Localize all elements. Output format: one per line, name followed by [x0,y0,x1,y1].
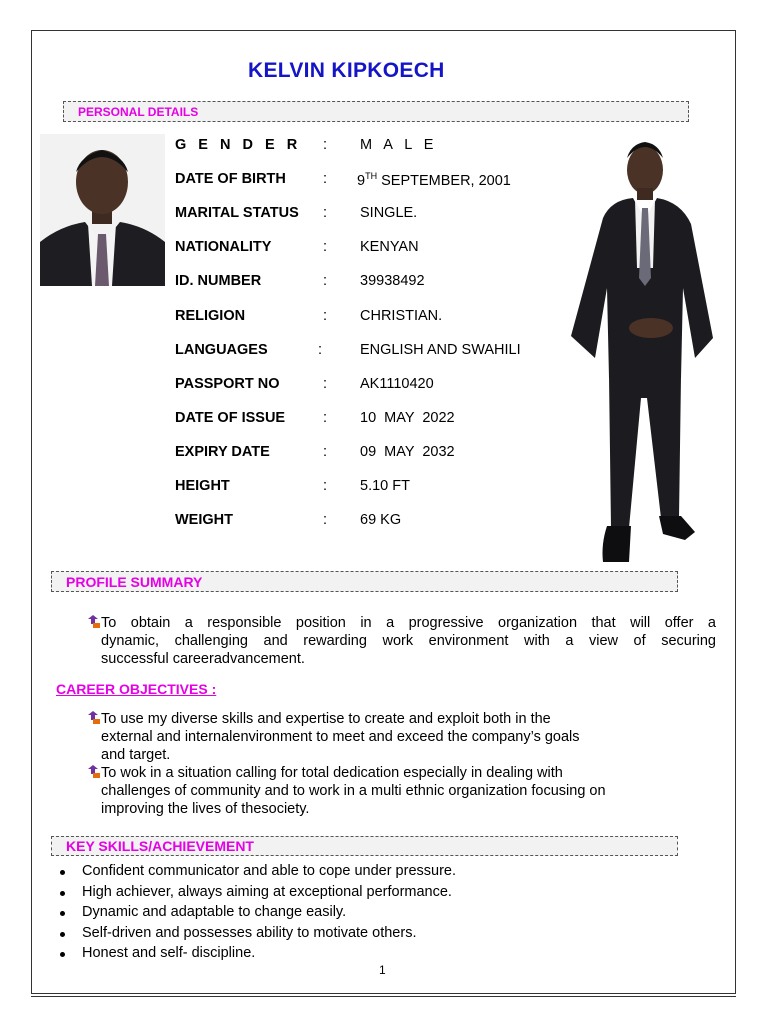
detail-colon: : [323,410,328,426]
personal-details-title: PERSONAL DETAILS [78,104,199,119]
career-objectives-title: CAREER OBJECTIVES : [56,681,217,697]
list-item [58,884,456,905]
detail-value: 39938492 [360,273,425,289]
arrow-bullet-icon [86,615,100,629]
career-objective-item [86,764,716,818]
key-skills-title: KEY SKILLS/ACHIEVEMENT [66,838,254,854]
key-skills-header [51,836,678,856]
bullet-dot-icon [60,932,65,937]
detail-value: AK1110420 [360,376,434,392]
detail-colon: : [323,273,328,289]
bullet-dot-icon [60,911,65,916]
objective-line: challenges of community and to work in a multi ethnic organization focusing on [101,783,606,799]
detail-value: CHRISTIAN. [360,308,443,324]
key-skills-list [58,863,456,966]
detail-value: 69 KG [360,512,402,528]
detail-label: HEIGHT [175,478,230,494]
objective-line: improving the lives of thesociety. [101,801,310,817]
skill-text: Honest and self- discipline. [82,945,256,962]
detail-value [357,171,511,189]
skill-text: Self-driven and possesses ability to motivate others. [82,924,417,941]
candidate-name: KELVIN KIPKOECH [248,59,445,82]
objective-line: To wok in a situation calling for total dedication especially in dealing with [101,765,563,781]
skill-text: Confident communicator and able to cope under pressure. [82,863,456,879]
detail-label: DATE OF BIRTH [175,171,286,187]
detail-value: 09 MAY 2032 [360,444,455,460]
detail-label: PASSPORT NO [175,376,280,392]
skill-text: High achiever, always aiming at exceptional performance. [82,883,452,900]
detail-value: 5.10 FT [360,478,410,494]
detail-label: NATIONALITY [175,239,272,255]
personal-details-header [63,101,689,122]
detail-colon: : [323,444,328,460]
detail-colon: : [323,137,328,153]
detail-label: LANGUAGES [175,342,268,358]
summary-line: successful careeradvancement. [101,651,305,667]
page-border-bottom [31,996,736,997]
detail-label: RELIGION [175,308,246,324]
detail-colon: : [323,376,328,392]
list-item [58,925,456,946]
detail-colon: : [323,308,328,324]
detail-value: 10 MAY 2022 [360,410,455,426]
detail-colon: : [323,239,328,255]
list-item [58,945,456,966]
career-objective-item [86,710,716,764]
detail-value: M A L E [360,137,438,153]
detail-colon: : [323,512,328,528]
detail-value: KENYAN [360,239,419,255]
list-item [58,904,456,925]
detail-value: ENGLISH AND SWAHILI [360,342,521,358]
arrow-bullet-icon [86,711,100,725]
profile-summary-title: PROFILE SUMMARY [66,573,203,590]
bullet-dot-icon [60,870,65,875]
full-body-photo [555,128,720,568]
summary-line: To obtain a responsible position in a progressive organization that will offer a [101,615,716,631]
detail-label: DATE OF ISSUE [175,410,286,426]
skill-text: Dynamic and adaptable to change easily. [82,904,347,921]
detail-colon: : [318,342,323,358]
list-item [58,863,456,884]
passport-photo [40,134,165,286]
detail-label: ID. NUMBER [175,273,262,289]
dob-rest: SEPTEMBER, 2001 [377,172,511,189]
bullet-dot-icon [60,891,65,896]
detail-colon: : [323,205,328,221]
dob-ordinal-suffix: TH [365,171,378,181]
bullet-dot-icon [60,952,65,957]
detail-colon: : [323,478,328,494]
arrow-bullet-icon [86,765,100,779]
detail-label: EXPIRY DATE [175,444,270,460]
page-number: 1 [379,963,386,977]
summary-line: dynamic, challenging and rewarding work environment with a view of securing [101,633,716,649]
profile-summary-text [86,614,716,668]
detail-colon: : [323,171,328,187]
detail-label: WEIGHT [175,512,233,528]
detail-value: SINGLE. [360,205,418,221]
objective-line: and target. [101,747,171,763]
objective-line: To use my diverse skills and expertise to create and exploit both in the [101,711,551,727]
objective-line: external and internalenvironment to meet and exceed the company’s goals [101,729,580,745]
detail-label: MARITAL STATUS [175,205,299,221]
detail-label: G E N D E R [175,137,302,153]
profile-summary-header [51,571,678,592]
dob-day: 9 [357,172,366,189]
